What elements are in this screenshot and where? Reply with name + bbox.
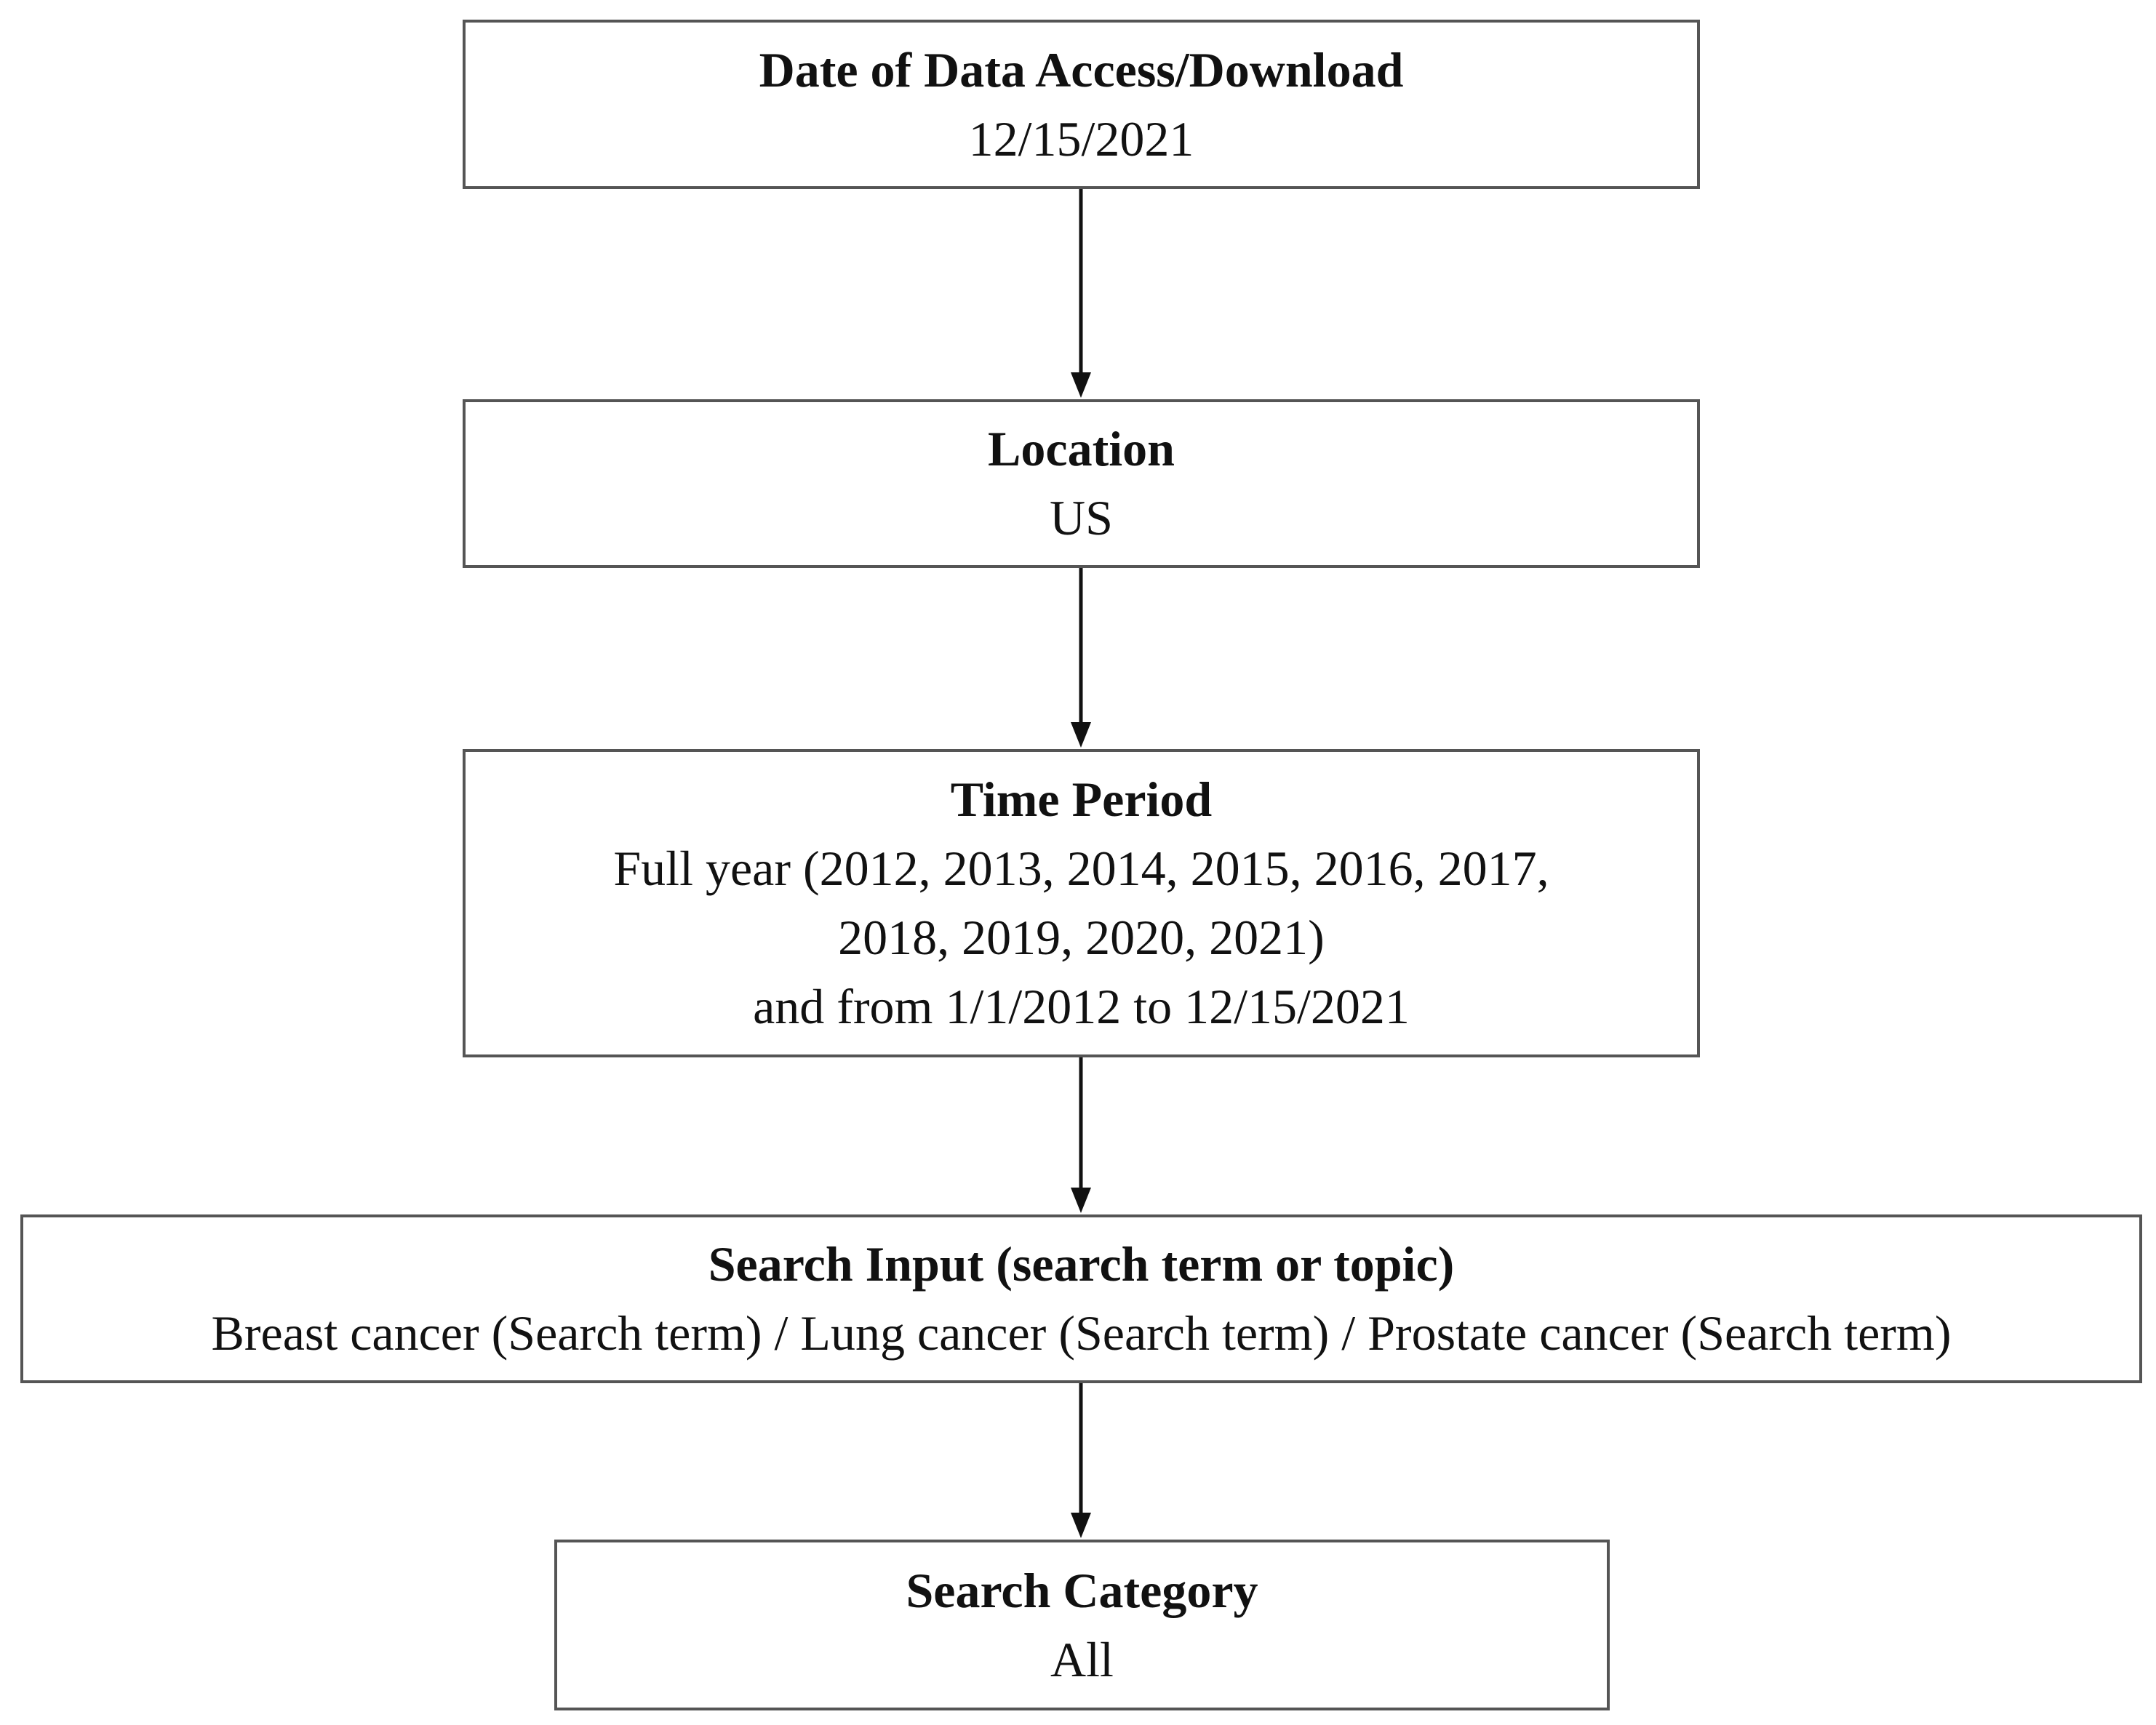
box-title: Location: [988, 421, 1175, 476]
location-box: [463, 399, 1700, 568]
box-text: and from 1/1/2012 to 12/15/2021: [753, 979, 1410, 1034]
box-text: All: [1050, 1631, 1114, 1687]
arrowhead-icon: [1071, 1188, 1091, 1213]
date-of-access-box: [463, 20, 1700, 189]
arrowhead-icon: [1071, 372, 1091, 398]
time-period-box: [463, 749, 1700, 1057]
arrowhead-icon: [1071, 1513, 1091, 1538]
search-category-box: [554, 1540, 1610, 1710]
box-title: Search Category: [906, 1562, 1258, 1618]
box-title: Search Input (search term or topic): [708, 1236, 1455, 1292]
arrowhead-icon: [1071, 722, 1091, 748]
box-text: 2018, 2019, 2020, 2021): [838, 910, 1325, 965]
box-text: Breast cancer (Search term) / Lung cancer (Search term) / Prostate cancer (Search term): [211, 1305, 1952, 1361]
box-text: US: [1050, 490, 1113, 545]
search-input-box: [20, 1214, 2142, 1383]
box-text: 12/15/2021: [968, 111, 1194, 167]
box-text: Full year (2012, 2013, 2014, 2015, 2016, 2017,: [613, 841, 1549, 896]
box-title: Date of Data Access/Download: [759, 41, 1404, 97]
box-title: Time Period: [950, 772, 1213, 827]
